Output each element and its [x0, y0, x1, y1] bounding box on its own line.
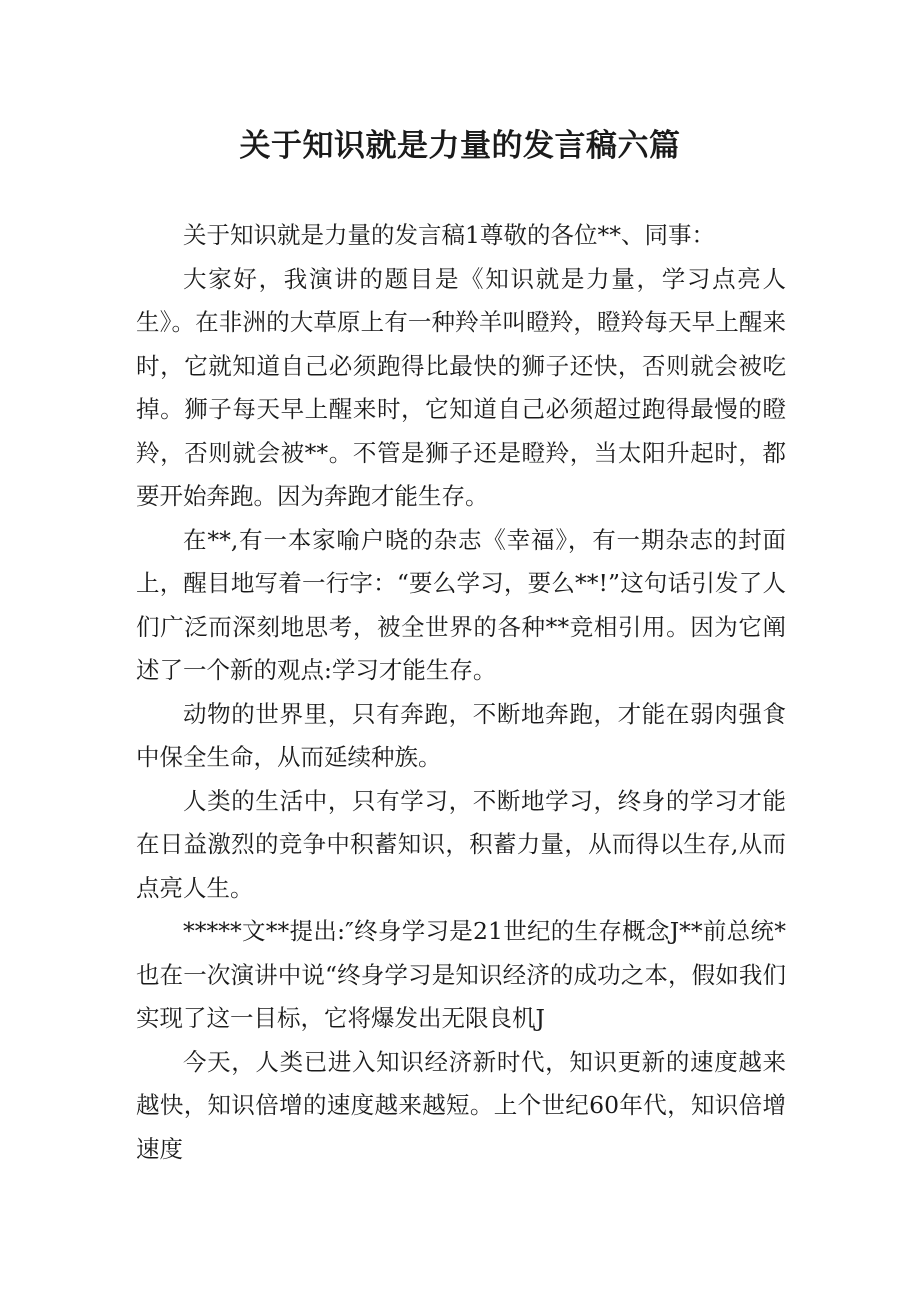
paragraph: 人类的生活中，只有学习，不断地学习，终身的学习才能在日益激烈的竞争中积蓄知识，积蓄力量，从而得以生存,从而点亮人生。 — [136, 786, 786, 902]
paragraph: 在**,有一本家喻户晓的杂志《幸福》，有一期杂志的封面上，醒目地写着一行字：“要么学习，要么**!”这句话引发了人们广泛而深刻地思考，被全世界的各种**竞相引用。因为它阐述了一个新的观点:学习才能生存。 — [136, 525, 786, 684]
paragraph: *****文**提出:″终身学习是21世纪的生存概念J**前总统*也在一次演讲中说“终身学习是知识经济的成功之本，假如我们实现了这一目标，它将爆发出无限良机J — [136, 917, 786, 1032]
paragraph: 今天，人类已进入知识经济新时代，知识更新的速度越来越快，知识倍增的速度越来越短。上个世纪60年代，知识倍增速度 — [136, 1047, 786, 1163]
document-body — [136, 214, 786, 1171]
document-title: 关于知识就是力量的发言稿六篇 — [239, 128, 681, 164]
paragraph: 关于知识就是力量的发言稿1尊敬的各位**、同事： — [183, 221, 715, 249]
paragraph: 动物的世界里，只有奔跑，不断地奔跑，才能在弱肉强食中保全生命，从而延续种族。 — [136, 699, 786, 771]
paragraph: 大家好，我演讲的题目是《知识就是力量，学习点亮人生》。在非洲的大草原上有一种羚羊叫瞪羚，瞪羚每天早上醒来时，它就知道自己必须跑得比最快的狮子还快，否则就会被吃掉。狮子每天早上醒来时，它知道自己必须超过跑得最慢的瞪羚，否则就会被**。不管是狮子还是瞪羚，当太阳升起时，都要开始奔跑。因为奔跑才能生存。 — [136, 264, 786, 510]
